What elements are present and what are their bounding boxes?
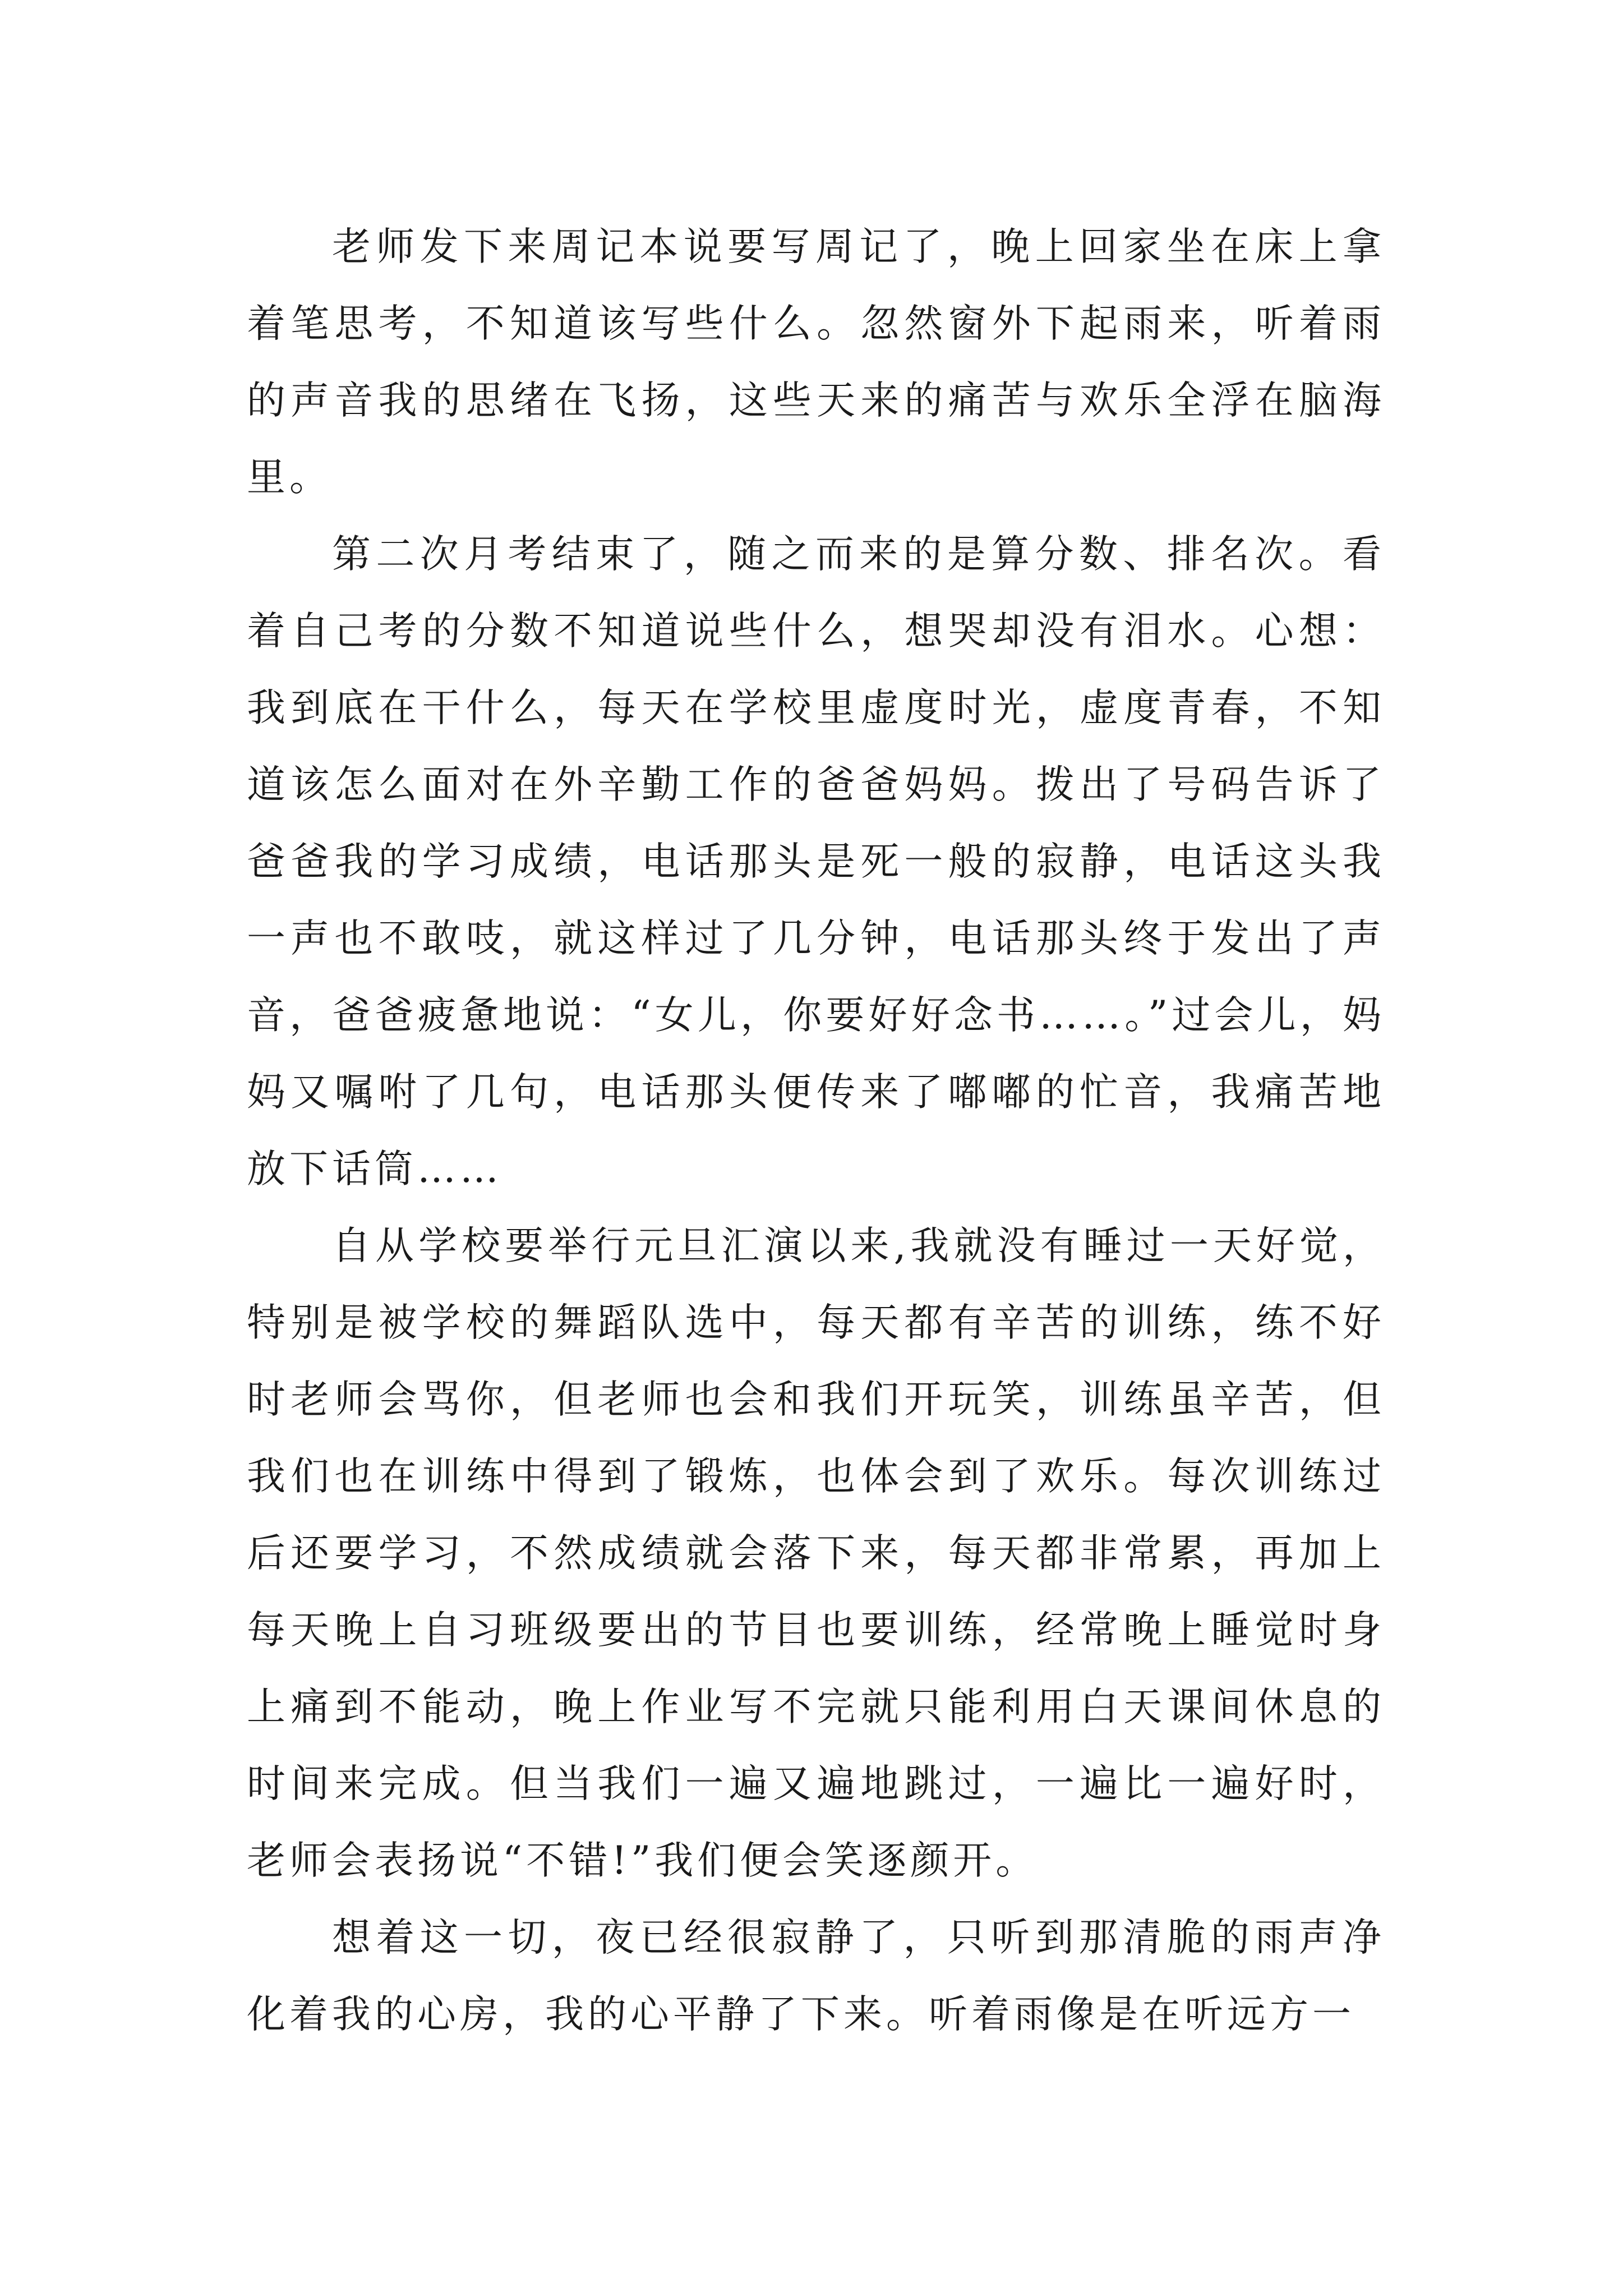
paragraph-4: 想着这一切，夜已经很寂静了，只听到那清脆的雨声净化着我的心房，我的心平静了下来。听着雨像是在听远方一 [247, 1915, 1385, 2037]
paragraph-1: 老师发下来周记本说要写周记了，晚上回家坐在床上拿着笔思考，不知道该写些什么。忽然窗外下起雨来，听着雨的声音我的思绪在飞扬，这些天来的痛苦与欢乐全浮在脑海里。 [247, 224, 1385, 500]
document-body [247, 209, 1385, 2053]
paragraph-2: 第二次月考结束了，随之而来的是算分数、排名次。看着自己考的分数不知道说些什么，想哭却没有泪水。心想：我到底在干什么，每天在学校里虚度时光，虚度青春，不知道该怎么面对在外辛勤工作的爸爸妈妈。拨出了号码告诉了爸爸我的学习成绩，电话那头是死一般的寂静，电话这头我一声也不敢吱，就这样过了几分钟，电话那头终于发出了声音，爸爸疲惫地说：“女儿，你要好好念书……。”过会儿，妈妈又嘱咐了几句，电话那头便传来了嘟嘟的忙音，我痛苦地放下话筒…… [247, 532, 1385, 1191]
paragraph-3: 自从学校要举行元旦汇演以来,我就没有睡过一天好觉，特别是被学校的舞蹈队选中，每天都有辛苦的训练，练不好时老师会骂你，但老师也会和我们开玩笑，训练虽辛苦，但我们也在训练中得到了锻炼，也体会到了欢乐。每次训练过后还要学习，不然成绩就会落下来，每天都非常累，再加上每天晚上自习班级要出的节目也要训练，经常晚上睡觉时身上痛到不能动，晚上作业写不完就只能利用白天课间休息的时间来完成。但当我们一遍又遍地跳过，一遍比一遍好时，老师会表扬说“不错!”我们便会笑逐颜开。 [247, 1223, 1385, 1883]
